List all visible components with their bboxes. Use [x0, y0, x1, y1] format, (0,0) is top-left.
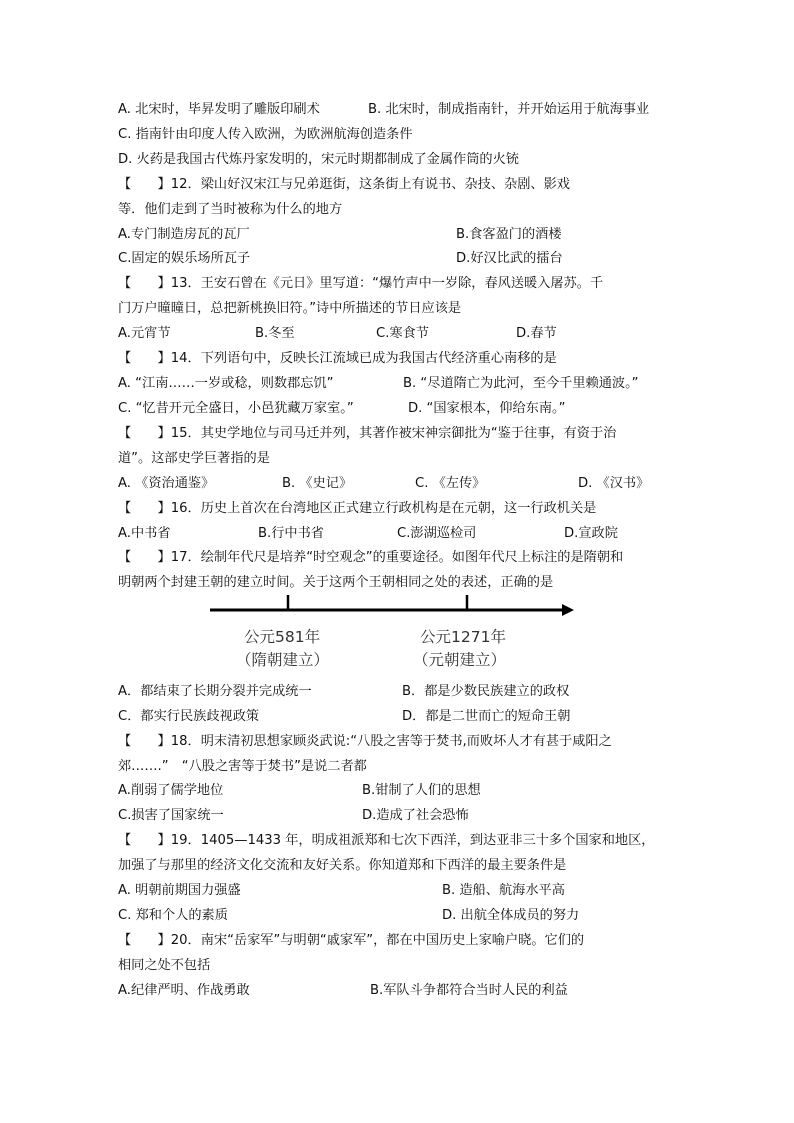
- q19-stem-line1: 【 】19．1405—1433 年，明成祖派郑和七次下西洋，到达亚非三十多个国家和地区，: [118, 833, 655, 848]
- q18-stem-line1: 【 】18．明末清初思想家顾炎武说:“八股之害等于焚书,而败坏人才有甚于咸阳之: [118, 734, 612, 749]
- q15-stem-line1: 【 】15．其史学地位与司马迁并列，其著作被宋神宗御批为“鉴于往事，有资于治: [118, 426, 617, 441]
- q13-option-a: A.元宵节: [118, 326, 171, 341]
- q18-option-d: D.造成了社会恐怖: [362, 808, 469, 823]
- timeline-arrow-icon: [562, 604, 574, 616]
- q17-option-b: B．都是少数民族建立的政权: [402, 684, 570, 699]
- q16-stem-line1: 【 】16．历史上首次在台湾地区正式建立行政机构是在元朝，这一行政机关是: [118, 501, 597, 516]
- q15-option-c: C. 《左传》: [415, 476, 486, 491]
- q19-option-c: C. 郑和个人的素质: [118, 908, 228, 923]
- q11-option-d: D. 火药是我国古代炼丹家发明的，宋元时期都制成了金属作筒的火铳: [118, 152, 519, 167]
- timeline-label-1271-year: 公元1271年: [420, 628, 506, 646]
- q16-option-b: B.行中书省: [258, 526, 324, 541]
- q14-option-c: C. “忆昔开元全盛日，小邑犹藏万家室。”: [118, 401, 354, 416]
- q11-option-a: A. 北宋时，毕昇发明了雕版印刷术: [118, 102, 320, 117]
- q11-option-c: C. 指南针由印度人传入欧洲，为欧洲航海创造条件: [118, 127, 413, 142]
- q15-option-b: B. 《史记》: [282, 476, 353, 491]
- q14-stem-line1: 【 】14．下列语句中，反映长江流域已成为我国古代经济重心南移的是: [118, 351, 557, 366]
- q18-option-c: C.损害了国家统一: [118, 808, 224, 823]
- q20-option-a: A.纪律严明、作战勇敢: [118, 983, 250, 998]
- q13-option-b: B.冬至: [255, 326, 295, 341]
- q18-option-a: A.削弱了儒学地位: [118, 783, 224, 798]
- q19-option-a: A. 明朝前期国力强盛: [118, 883, 241, 898]
- q16-option-c: C.澎湖巡检司: [397, 526, 477, 541]
- q12-stem-line1: 【 】12．梁山好汉宋江与兄弟逛街，这条街上有说书、杂技、杂剧、影戏: [118, 177, 570, 192]
- q12-option-c: C.固定的娱乐场所瓦子: [118, 251, 251, 266]
- q18-stem-line2: 郊…….” “八股之害等于焚书”是说二者都: [118, 759, 367, 774]
- q17-stem-line1: 【 】17．绘制年代尺是培养“时空观念”的重要途径。如图年代尺上标注的是隋朝和: [118, 550, 624, 565]
- q13-stem-line1: 【 】13．王安石曾在《元日》里写道：“爆竹声中一岁除，春风送暖入屠苏。千: [118, 276, 604, 291]
- q12-option-b: B.食客盈门的酒楼: [456, 227, 562, 242]
- q19-option-b: B. 造船、航海水平高: [442, 883, 565, 898]
- q15-stem-line2: 道”。这部史学巨著指的是: [118, 451, 270, 466]
- q16-option-d: D.宣政院: [564, 526, 618, 541]
- q16-option-a: A.中书省: [118, 526, 171, 541]
- timeline-label-581-year: 公元581年: [244, 628, 321, 646]
- q11-option-b: B. 北宋时，制成指南针，并开始运用于航海事业: [368, 102, 650, 117]
- q14-option-b: B. “尽道隋亡为此河，至今千里赖通波。”: [403, 376, 639, 391]
- q12-option-a: A.专门制造房瓦的瓦厂: [118, 227, 250, 242]
- timeline-label-581-note: （隋朝建立）: [236, 651, 330, 669]
- q14-option-a: A. “江南……一岁或稔，则数郡忘饥”: [118, 376, 334, 391]
- q12-stem-line2: 等．他们走到了当时被称为什么的地方: [118, 202, 343, 217]
- q13-stem-line2: 门万户曈曈日，总把新桃换旧符。”诗中所描述的节日应该是: [118, 301, 462, 316]
- timeline-figure: [206, 594, 578, 620]
- q14-option-d: D. “国家根本，仰给东南。”: [408, 401, 566, 416]
- q20-stem-line2: 相同之处不包括: [118, 958, 211, 973]
- q20-option-b: B.军队斗争都符合当时人民的利益: [370, 983, 568, 998]
- q15-option-a: A. 《资治通鉴》: [118, 476, 215, 491]
- q17-option-d: D．都是二世而亡的短命王朝: [402, 709, 571, 724]
- q18-option-b: B.钳制了人们的思想: [362, 783, 481, 798]
- q20-stem-line1: 【 】20．南宋“岳家军”与明朝“戚家军”，都在中国历史上家喻户晓。它们的: [118, 933, 585, 948]
- q17-stem-line2: 明朝两个封建王朝的建立时间。关于这两个王朝相同之处的表述，正确的是: [118, 575, 554, 590]
- timeline-label-1271-note: （元朝建立）: [413, 651, 507, 669]
- q12-option-d: D.好汉比武的擂台: [456, 251, 563, 266]
- q17-option-a: A．都结束了长期分裂并完成统一: [118, 684, 312, 699]
- q13-option-c: C.寒食节: [376, 326, 429, 341]
- q19-stem-line2: 加强了与那里的经济文化交流和友好关系。你知道郑和下西洋的最主要条件是: [118, 858, 567, 873]
- q15-option-d: D. 《汉书》: [578, 476, 650, 491]
- q13-option-d: D.春节: [516, 326, 557, 341]
- q19-option-d: D. 出航全体成员的努力: [442, 908, 580, 923]
- q17-option-c: C．都实行民族歧视政策: [118, 709, 260, 724]
